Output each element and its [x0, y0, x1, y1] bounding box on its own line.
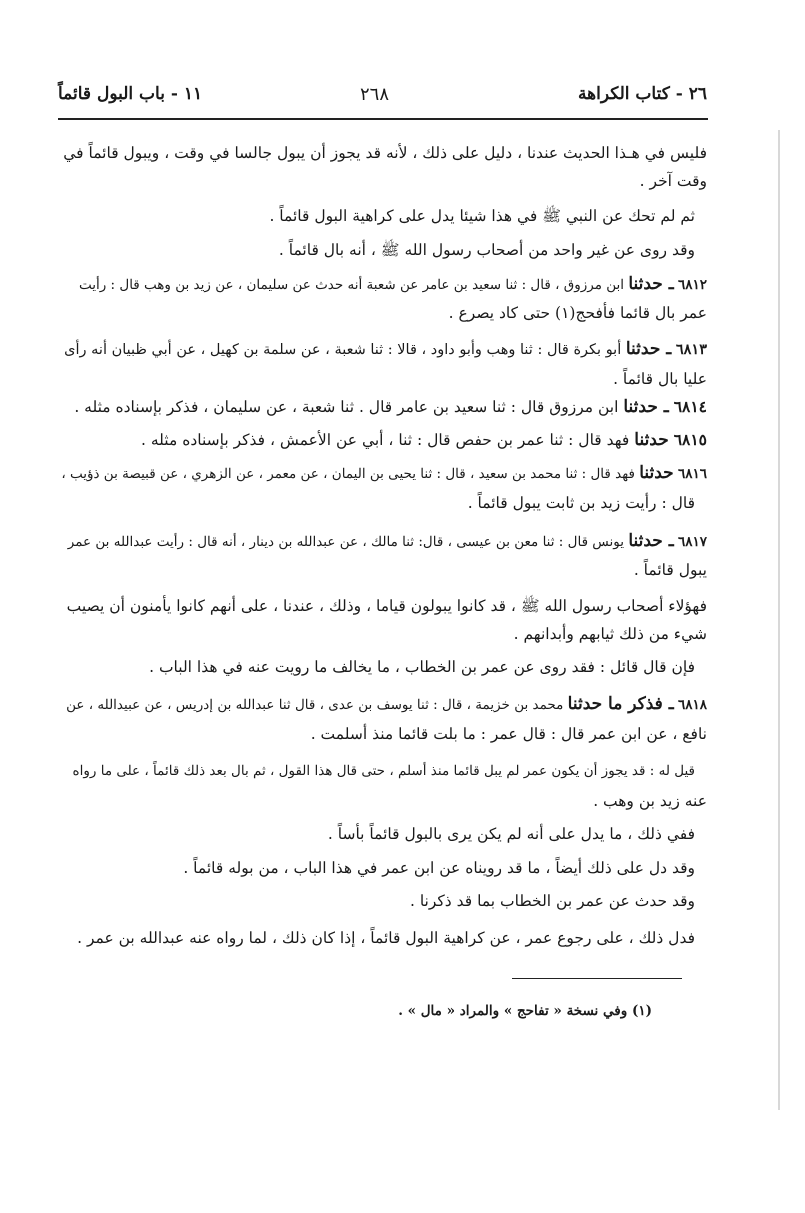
hadith-6814 [74, 396, 707, 418]
chapter-title: ٢٦ - كتاب الكراهة [578, 84, 707, 104]
header-rule [58, 118, 708, 120]
hadith-continuation: نافع ، عن ابن عمر قال : قال عمر : ما بلت قائما منذ أسلمت . [310, 725, 707, 743]
paragraph-line: وقد حدث عن عمر بن الخطاب بما قد ذكرنا . [409, 892, 695, 910]
paragraph-line: فدل ذلك ، على رجوع عمر ، عن كراهية البول قائماً ، إذا كان ذلك ، لما رواه عنه عبدالله بن عمر . [77, 929, 695, 947]
paragraph-line: فهؤلاء أصحاب رسول الله ﷺ ، قد كانوا يبولون قياما ، وذلك ، عندنا ، على أنهم كانوا يأمنون أن يصيب [66, 597, 707, 615]
hadith-6815 [141, 429, 707, 451]
section-title: ١١ - باب البول قائماً [58, 84, 203, 104]
hadith-keyword: ـ حدثنا [623, 397, 669, 417]
hadith-keyword: ـ حدثنا [628, 274, 674, 294]
paragraph-line: وقد روى عن غير واحد من أصحاب رسول الله ﷺ ، أنه بال قائماً . [278, 241, 695, 259]
paragraph-line: فليس في هـذا الحديث عندنا ، دليل على ذلك ، لأنه قد يجوز أن يبول جالسا في وقت ، ويبول قائماً في [63, 144, 707, 162]
hadith-keyword: ـ حدثنا [625, 339, 672, 359]
hadith-number: ٦٨١٨ [677, 697, 707, 713]
hadith-6816 [61, 462, 707, 485]
hadith-6818 [66, 693, 707, 716]
hadith-number: ٦٨١٤ [673, 397, 707, 416]
paragraph-line: وقد دل على ذلك أيضاً ، ما قد رويناه عن ابن عمر في هذا الباب ، من بوله قائماً . [183, 859, 695, 877]
hadith-6817 [68, 530, 707, 553]
hadith-continuation: عمر بال قائما فأفحج(١) حتى كاد يصرع . [448, 304, 707, 322]
paragraph-line: شيء من ذلك ثيابهم وأبدانهم . [513, 625, 707, 643]
hadith-continuation: يبول قائماً . [633, 561, 707, 579]
scan-edge-artifact [778, 130, 780, 1110]
paragraph-line: وقت آخر . [639, 172, 707, 190]
hadith-keyword: ـ فذكر ما حدثنا [567, 694, 674, 714]
footnote: (١) وفي نسخة « تفاحج » والمراد « مال » . [398, 1003, 652, 1019]
paragraph-line: ففي ذلك ، ما يدل على أنه لم يكن يرى بالبول قائماً بأساً . [327, 825, 695, 843]
hadith-number: ٦٨١٧ [677, 534, 707, 550]
hadith-text: ابن مرزوق قال : ثنا سعيد بن عامر قال . ثنا شعبة ، عن سليمان ، فذكر بإسناده مثله . [74, 398, 619, 416]
hadith-keyword: ـ حدثنا [628, 531, 674, 551]
paragraph-line: قيل له : قد يجوز أن يكون عمر لم يبل قائما منذ أسلم ، حتى قال هذا القول ، ثم بال بعد ذلك قائماً ، على ما رواه [72, 763, 695, 779]
hadith-text: فهد قال : ثنا عمر بن حفص قال : ثنا ، أبي عن الأعمش ، فذكر بإسناده مثله . [141, 431, 630, 449]
hadith-text: فهد قال : ثنا محمد بن سعيد ، قال : ثنا يحيى بن اليمان ، عن معمر ، عن الزهري ، عن قبيصة بن ذؤيب ، [61, 466, 635, 482]
hadith-number: ٦٨١٣ [675, 341, 707, 358]
hadith-continuation: عليا بال قائماً . [613, 370, 707, 388]
hadith-text: محمد بن خزيمة ، قال : ثنا يوسف بن عدى ، قال ثنا عبدالله بن إدريس ، عن عبيدالله ، عن [66, 697, 564, 713]
hadith-text: يونس قال : ثنا معن بن عيسى ، قال: ثنا مالك ، عن عبدالله بن دينار ، أنه قال : رأيت عبدالله بن عمر [67, 534, 625, 550]
hadith-number: ٦٨١٥ [673, 430, 707, 449]
paragraph-line: فإن قال قائل : فقد روى عن عمر بن الخطاب ، ما يخالف ما رويت عنه في هذا الباب . [149, 658, 695, 676]
hadith-keyword: حدثنا [634, 430, 669, 450]
paragraph-line: ثم لم تحك عن النبي ﷺ في هذا شيئا يدل على كراهية البول قائماً . [269, 207, 695, 225]
hadith-continuation: قال : رأيت زيد بن ثابت يبول قائماً . [467, 494, 695, 512]
hadith-text: أبو بكرة قال : ثنا وهب وأبو داود ، قالا : ثنا شعبة ، عن سلمة بن كهيل ، عن أبي ظبيان أنه رأى [64, 342, 622, 358]
footnote-rule [512, 978, 682, 979]
hadith-number: ٦٨١٢ [677, 277, 707, 293]
page-number: ٢٦٨ [360, 84, 390, 105]
paragraph-line: عنه زيد بن وهب . [593, 792, 707, 810]
hadith-number: ٦٨١٦ [677, 466, 707, 482]
hadith-text: ابن مرزوق ، قال : ثنا سعيد بن عامر عن شعبة أنه حدث عن سليمان ، عن زيد بن وهب قال : رأيت [78, 277, 625, 293]
hadith-6813 [64, 338, 707, 361]
hadith-6812 [79, 273, 707, 296]
hadith-keyword: حدثنا [639, 463, 674, 483]
